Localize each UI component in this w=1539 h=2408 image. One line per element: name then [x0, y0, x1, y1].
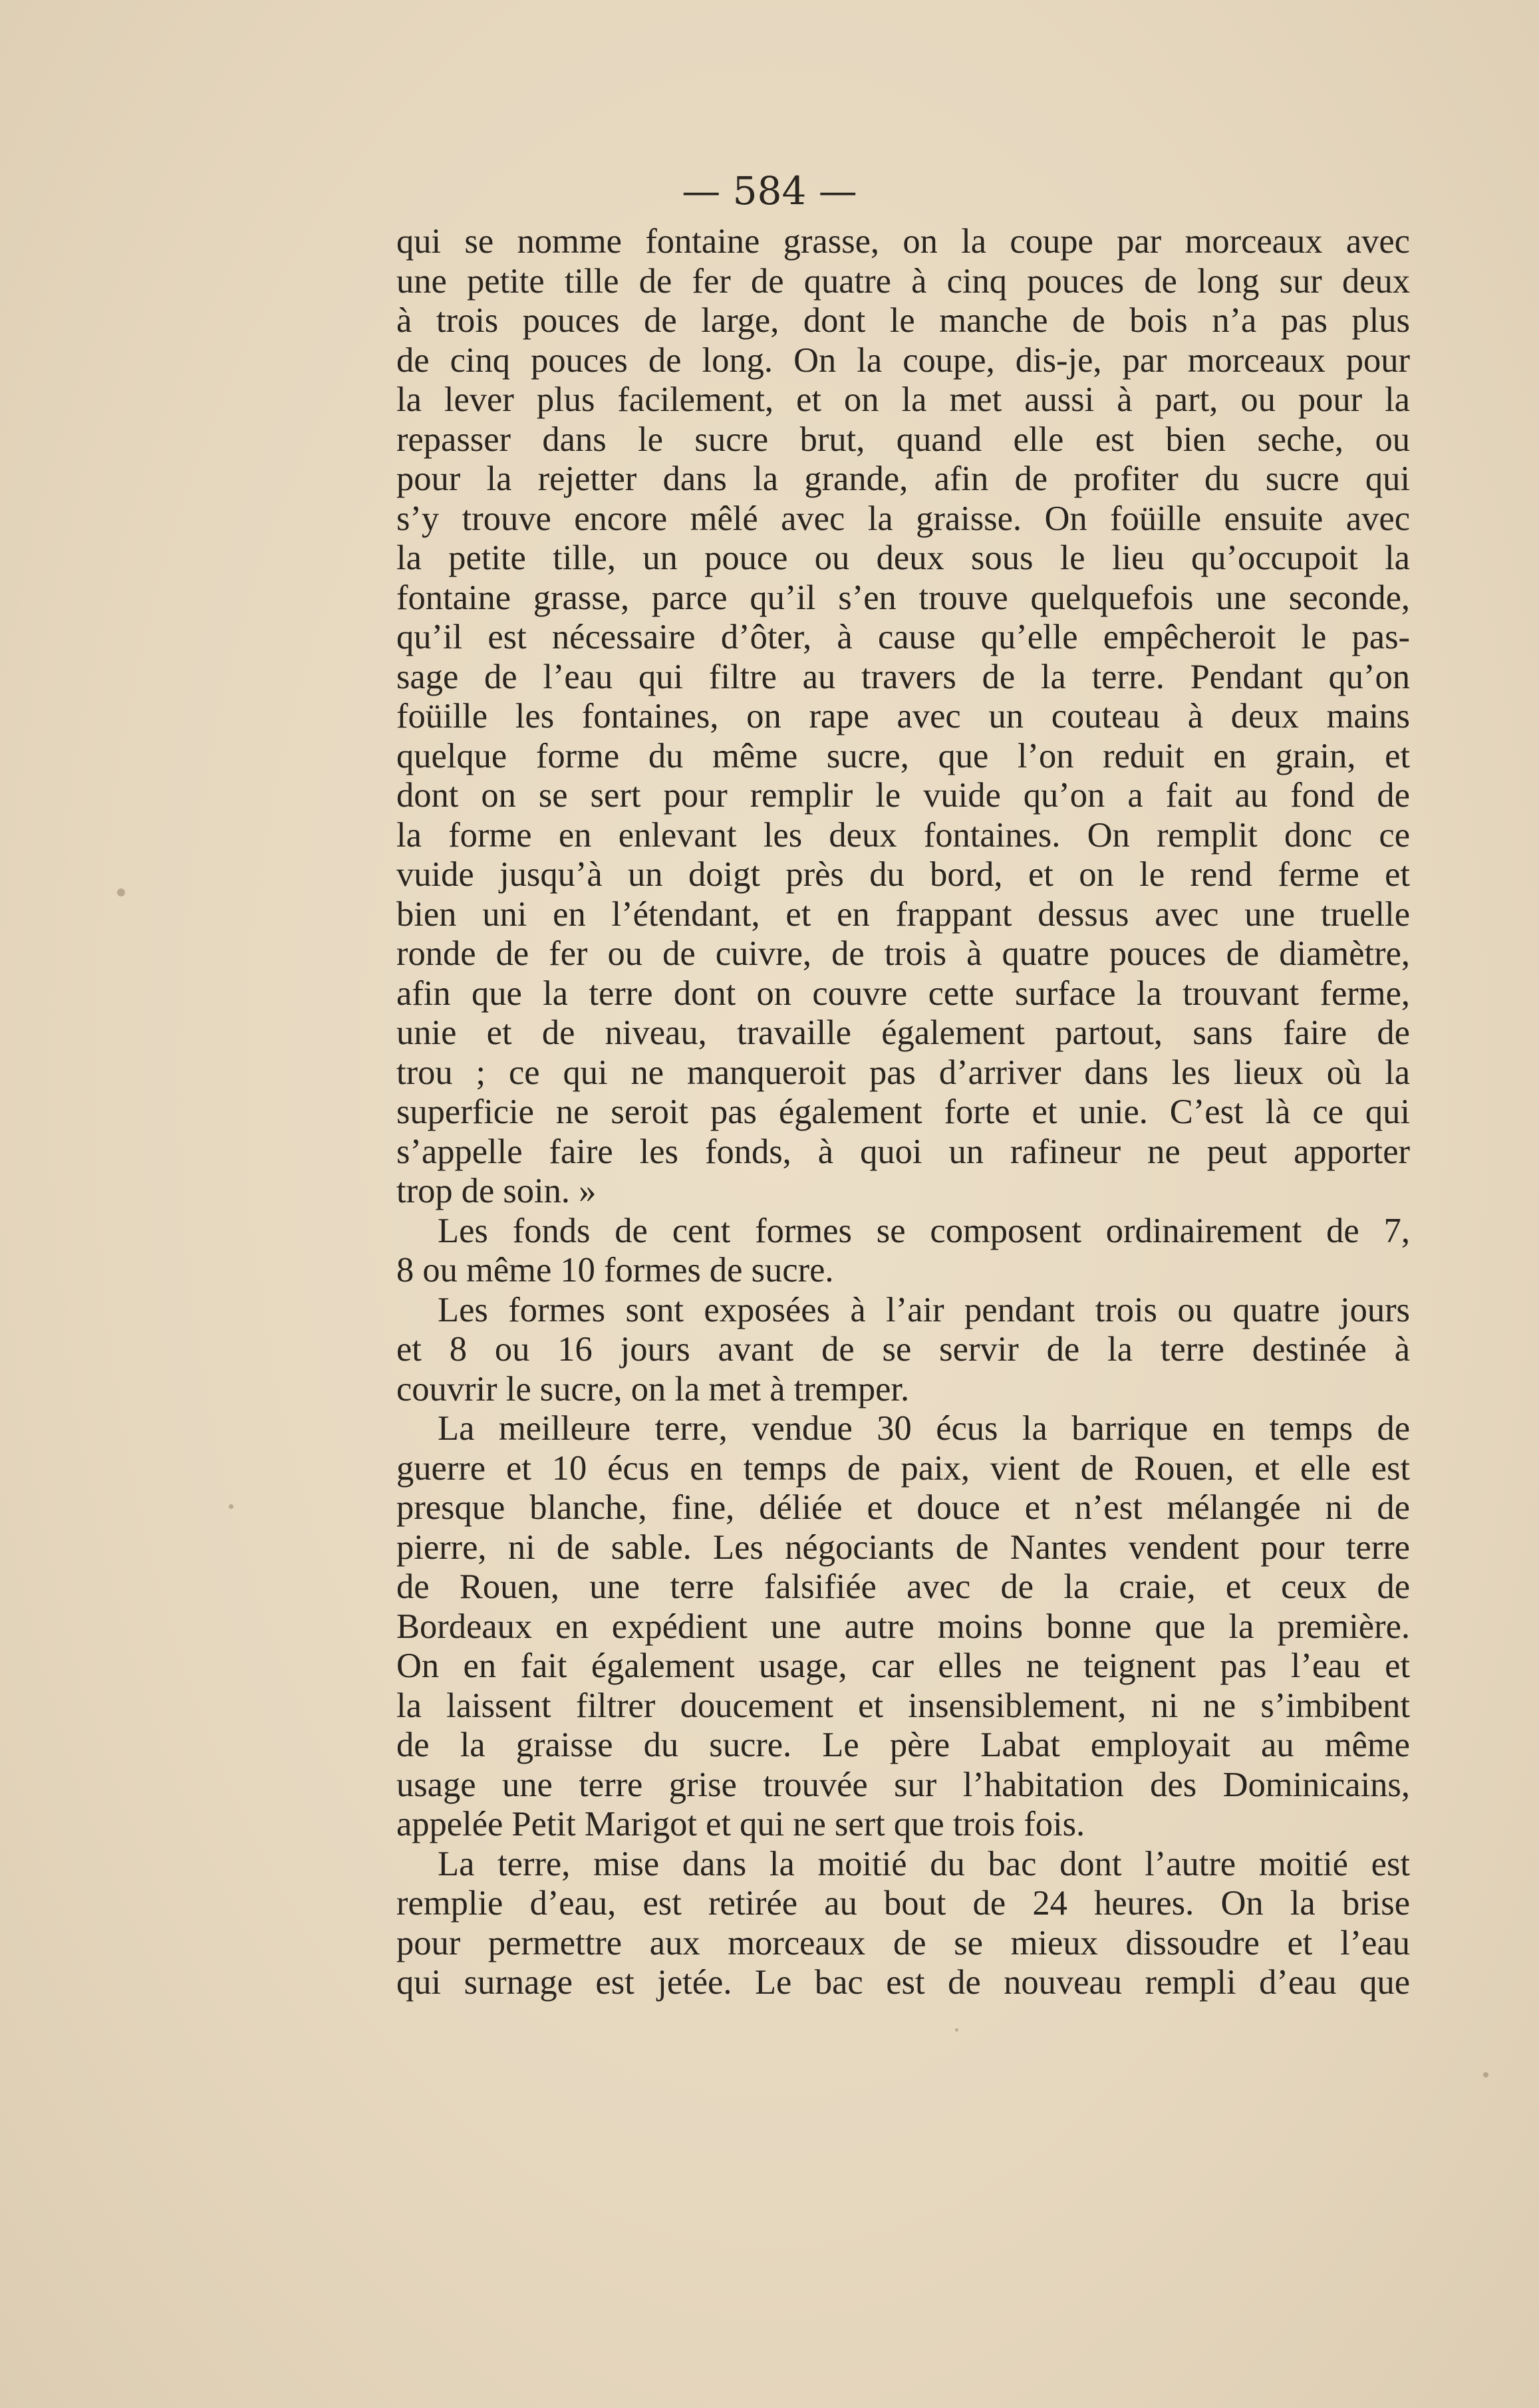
text-line: usage une terre grise trouvée sur l’habitation des Dominicains,	[396, 1765, 1410, 1804]
text-line: pierre, ni de sable. Les négociants de Nantes vendent pour terre	[396, 1528, 1410, 1567]
text-line: remplie d’eau, est retirée au bout de 24 heures. On la brise	[396, 1884, 1410, 1923]
text-line: couvrir le sucre, on la met à tremper.	[396, 1369, 910, 1408]
text-line: qui surnage est jetée. Le bac est de nouveau rempli d’eau que	[396, 1963, 1410, 2002]
text-line: la lever plus facilement, et on la met aussi à part, ou pour la	[396, 380, 1410, 419]
text-line: Les fonds de cent formes se composent ordinairement de 7,	[438, 1211, 1410, 1250]
body-text	[396, 222, 1410, 2003]
text-line: trou ; ce qui ne manqueroit pas d’arriver dans les lieux où la	[396, 1053, 1410, 1092]
text-line: la laissent filtrer doucement et insensiblement, ni ne s’imbibent	[396, 1686, 1410, 1725]
text-line: de la graisse du sucre. Le père Labat employait au même	[396, 1726, 1410, 1764]
text-line: à trois pouces de large, dont le manche de bois n’a pas plus	[396, 301, 1410, 340]
text-line: qu’il est nécessaire d’ôter, à cause qu’elle empêcheroit le pas-	[396, 618, 1410, 656]
text-line: pour permettre aux morceaux de se mieux dissoudre et l’eau	[396, 1923, 1410, 1962]
text-line: repasser dans le sucre brut, quand elle est bien seche, ou	[396, 420, 1410, 459]
text-line: unie et de niveau, travaille également partout, sans faire de	[396, 1013, 1410, 1052]
text-line: fontaine grasse, parce qu’il s’en trouve quelquefois une seconde,	[396, 578, 1410, 617]
text-line: Bordeaux en expédient une autre moins bonne que la première.	[396, 1607, 1410, 1646]
text-line: presque blanche, fine, déliée et douce et n’est mélangée ni de	[396, 1488, 1410, 1527]
text-line: superficie ne seroit pas également forte et unie. C’est là ce qui	[396, 1093, 1410, 1131]
text-line: s’y trouve encore mêlé avec la graisse. On foüille ensuite avec	[396, 499, 1410, 538]
ink-speck	[117, 888, 125, 896]
text-line: dont on se sert pour remplir le vuide qu’on a fait au fond de	[396, 776, 1410, 815]
text-line: une petite tille de fer de quatre à cinq pouces de long sur deux	[396, 261, 1410, 301]
text-line: 8 ou même 10 formes de sucre.	[396, 1251, 834, 1289]
text-line: appelée Petit Marigot et qui ne sert que trois fois.	[396, 1805, 1085, 1843]
text-line: la forme en enlevant les deux fontaines. On remplit donc ce	[396, 815, 1410, 855]
text-line: et 8 ou 16 jours avant de se servir de la terre destinée à	[396, 1330, 1410, 1369]
page-number: — 584 —	[682, 168, 857, 213]
text-line: vuide jusqu’à un doigt près du bord, et on le rend ferme et	[396, 855, 1410, 894]
ink-speck	[955, 2028, 958, 2032]
text-line: s’appelle faire les fonds, à quoi un rafineur ne peut apporter	[396, 1132, 1410, 1171]
text-line: trop de soin. »	[396, 1172, 597, 1210]
text-line: On en fait également usage, car elles ne teignent pas l’eau et	[396, 1647, 1410, 1685]
ink-speck	[229, 1504, 233, 1509]
text-line: afin que la terre dont on couvre cette surface la trouvant ferme,	[396, 974, 1410, 1013]
text-line: guerre et 10 écus en temps de paix, vient de Rouen, et elle est	[396, 1448, 1410, 1488]
text-line: La meilleure terre, vendue 30 écus la barrique en temps de	[438, 1409, 1410, 1448]
text-line: ronde de fer ou de cuivre, de trois à quatre pouces de diamètre,	[396, 934, 1410, 973]
text-line: la petite tille, un pouce ou deux sous le lieu qu’occupoit la	[396, 539, 1410, 577]
text-line: de cinq pouces de long. On la coupe, dis-je, par morceaux pour	[396, 340, 1410, 380]
text-line: qui se nomme fontaine grasse, on la coupe par morceaux avec	[396, 222, 1410, 261]
text-line: pour la rejetter dans la grande, afin de profiter du sucre qui	[396, 460, 1410, 498]
text-line: quelque forme du même sucre, que l’on reduit en grain, et	[396, 736, 1410, 775]
text-line: foüille les fontaines, on rape avec un couteau à deux mains	[396, 697, 1410, 736]
text-line: sage de l’eau qui filtre au travers de la terre. Pendant qu’on	[396, 657, 1410, 696]
ink-speck	[1483, 2072, 1488, 2077]
text-line: bien uni en l’étendant, et en frappant dessus avec une truelle	[396, 894, 1410, 934]
text-line: de Rouen, une terre falsifiée avec de la craie, et ceux de	[396, 1567, 1410, 1606]
text-line: La terre, mise dans la moitié du bac dont l’autre moitié est	[438, 1844, 1410, 1883]
text-line: Les formes sont exposées à l’air pendant trois ou quatre jours	[438, 1290, 1410, 1329]
